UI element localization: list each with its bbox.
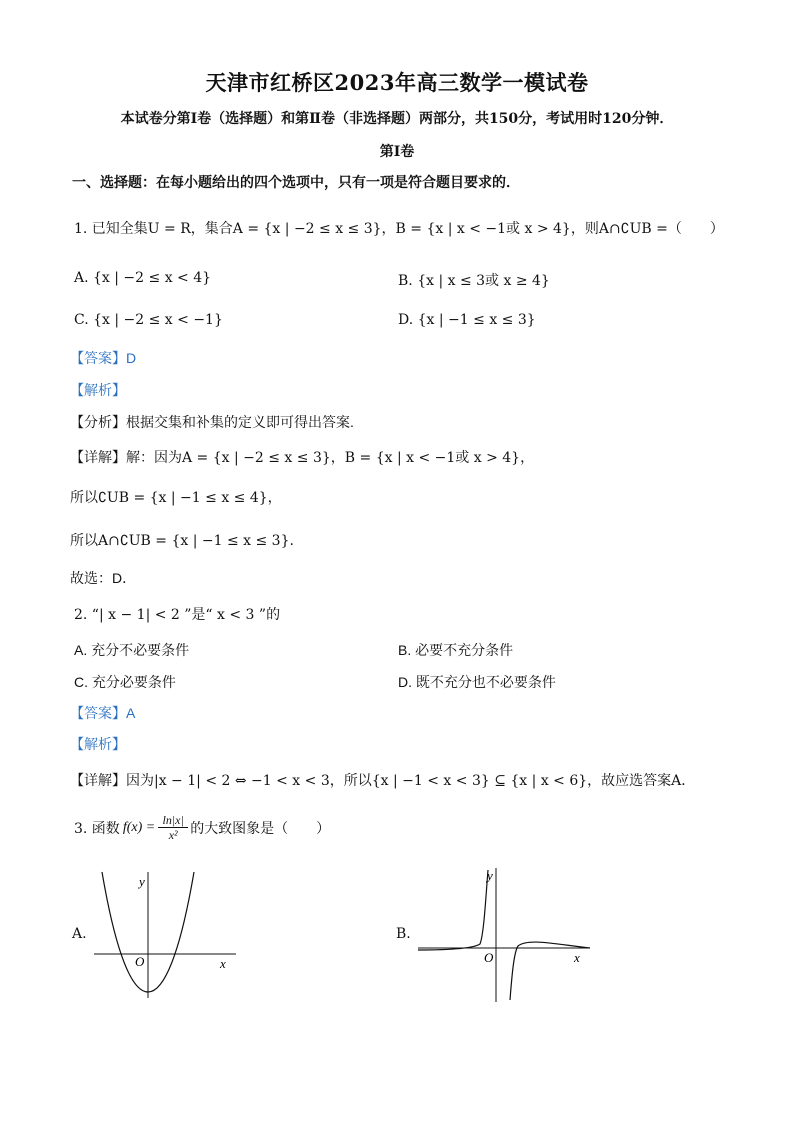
q2-option-d: D. 既不充分也不必要条件 bbox=[398, 674, 556, 690]
q3-graph-a-label: A. bbox=[72, 926, 87, 942]
q1-analysis: 【分析】根据交集和补集的定义即可得出答案. bbox=[70, 414, 354, 430]
q3-graph-b-label: B. bbox=[396, 926, 411, 942]
q1-analysis-tag: 【解析】 bbox=[70, 382, 126, 398]
q1-detail: 【详解】解：因为A = {x | −2 ≤ x ≤ 3}，B = {x | x < −1或 x > 4}， bbox=[70, 450, 535, 466]
q2-option-a: A. 充分不必要条件 bbox=[74, 642, 190, 658]
graph-b-curve-left bbox=[418, 870, 488, 950]
graph-b-x-label: x bbox=[574, 950, 580, 965]
q3-fraction-denominator: x² bbox=[168, 828, 178, 842]
q3-function-lhs: f(x) = bbox=[122, 819, 156, 835]
q3-graph-a bbox=[90, 866, 240, 1000]
q3-fraction bbox=[158, 813, 188, 842]
q3-stem bbox=[74, 813, 330, 842]
q2-answer: 【答案】A bbox=[70, 705, 136, 721]
q1-step2: 所以A∩∁UB = {x | −1 ≤ x ≤ 3}. bbox=[70, 533, 294, 549]
q1-option-d: D. {x | −1 ≤ x ≤ 3} bbox=[398, 312, 536, 328]
q3-graph-b bbox=[414, 864, 594, 1004]
q2-option-b: B. 必要不充分条件 bbox=[398, 642, 514, 658]
section-heading: 一、选择题：在每小题给出的四个选项中，只有一项是符合题目要求的． bbox=[72, 175, 520, 191]
q2-stem: 2. “| x − 1| < 2 ”是“ x < 3 ”的 bbox=[74, 607, 281, 623]
q1-answer: 【答案】D bbox=[70, 350, 137, 366]
q2-option-c: C. 充分必要条件 bbox=[74, 674, 176, 690]
q1-conclusion: 故选：D． bbox=[70, 570, 137, 586]
q2-detail: 【详解】因为|x − 1| < 2 ⇔ −1 < x < 3，所以{x | −1 < x < 3} ⊆ {x | x < 6}，故应选答案A． bbox=[70, 773, 696, 789]
graph-a-y-label: y bbox=[139, 874, 145, 889]
q2-analysis-tag: 【解析】 bbox=[70, 736, 126, 752]
graph-b-y-label: y bbox=[487, 868, 493, 883]
q3-stem-prefix: 3. 函数 bbox=[74, 820, 120, 837]
graph-a-origin-label: O bbox=[135, 954, 145, 969]
part-heading: 第Ⅰ卷 bbox=[379, 144, 415, 160]
page-title: 天津市红桥区2023年高三数学一模试卷 bbox=[205, 70, 589, 95]
q1-option-a: A. {x | −2 ≤ x < 4} bbox=[74, 270, 212, 286]
q1-step1: 所以∁UB = {x | −1 ≤ x ≤ 4}， bbox=[70, 490, 282, 506]
q3-stem-suffix: 的大致图象是（ ） bbox=[190, 820, 331, 837]
q1-stem: 1. 已知全集U = R，集合A = {x | −2 ≤ x ≤ 3}，B = {x | x < −1或 x > 4}，则A∩∁UB =（ ） bbox=[74, 221, 724, 237]
graph-b-origin-label: O bbox=[484, 950, 494, 965]
exam-info: 本试卷分第Ⅰ卷（选择题）和第Ⅱ卷（非选择题）两部分，共150分，考试用时120分钟． bbox=[120, 111, 674, 127]
q1-option-c: C. {x | −2 ≤ x < −1} bbox=[74, 312, 223, 328]
q3-fraction-numerator: ln|x| bbox=[162, 813, 184, 827]
q1-option-b: B. {x | x ≤ 3或 x ≥ 4} bbox=[398, 273, 550, 289]
graph-a-x-label: x bbox=[220, 956, 226, 971]
